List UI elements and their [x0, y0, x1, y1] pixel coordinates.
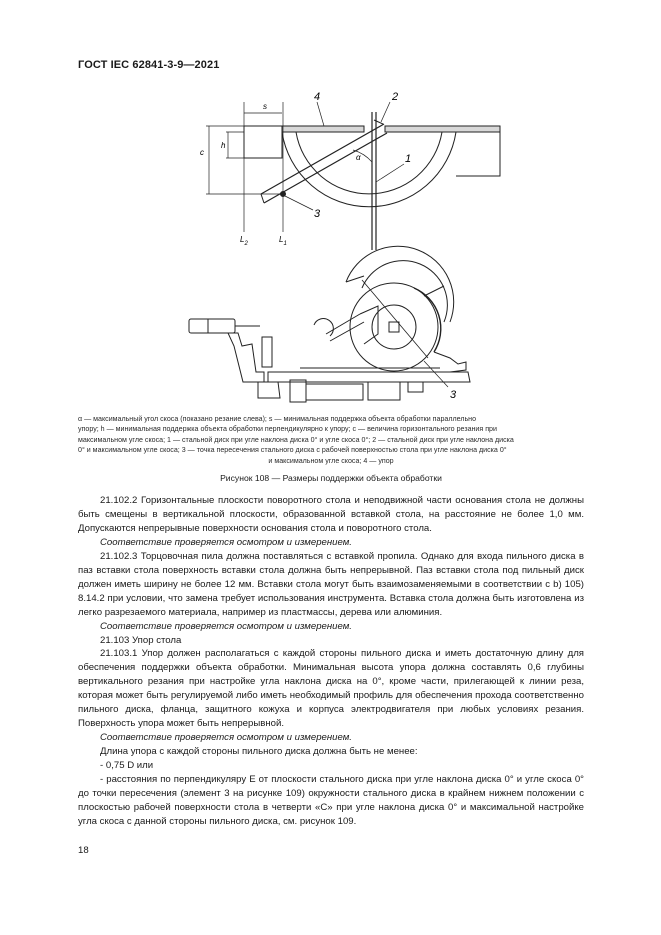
legend-line: упору; h — минимальная поддержка объекта обработки перпендикулярно к упору; c — величина горизонтального резания при [78, 425, 497, 434]
compliance-note: Соответствие проверяется осмотром и измерением. [100, 732, 352, 744]
right-table-block [456, 132, 500, 176]
section-heading: 21.103 Упор стола [100, 634, 182, 646]
left-table-block [244, 126, 282, 158]
document-header: ГОСТ IEC 62841-3-9—2021 [78, 59, 220, 71]
list-item: - 0,75 D или [100, 760, 154, 772]
paragraph: 21.102.3 Торцовочная пила должна поставляться с вставкой пропила. Однако для входа пильного диска в паз вставки стола поверхность вставки стола должна быть непрерывной. Паз вставки стола под пильный диск должен иметь ширину не более 12 мм. Вставки стола могут быть взаимозаменяемыми в соответствии с b) 105) 8.14.2 при условии, что замена требует использования инструмента. Вставка стола должна быть изготовлена из легко разрезаемого материала, например из пластмассы, дерева или алюминия. [78, 550, 584, 618]
label-L2: $L_2$ [240, 235, 248, 247]
label-4: 4 [314, 91, 321, 103]
figure-legend [78, 414, 584, 466]
blade-2-line [261, 124, 384, 194]
label-3-top: 3 [314, 208, 321, 220]
legend-line: α — максимальный угол скоса (показано резание слева); s — минимальная поддержка объекта обработки параллельно [78, 415, 477, 423]
paragraph: 21.103.1 Упор должен располагаться с каждой стороны пильного диска и иметь достаточную длину для обеспечения поддержки объекта обработки. Минимальная высота упора должна составлять 0,6 глубины вертикального резания при настройке угла наклона диска на 0°, кроме части, прилегающей к линии реза, которая может быть регулируемой либо иметь необходимый профиль для обеспечения прохода соответственно пильного диска, фланца, защитного кожуха и корпуса электродвигателя при любых условиях резания. Поверхность упора может быть непрерывной. [78, 648, 584, 730]
legend-line: максимальном угле скоса; 1 — стальной диск при угле наклона диска 0° и угле скоса 0°; 2 — стальной диск при угле наклона диска [78, 435, 514, 444]
clamp-handle [189, 319, 235, 333]
top-view-diagram [206, 102, 500, 250]
pivot-knob [314, 319, 333, 336]
clamp-body [228, 333, 264, 382]
figure-drawing [78, 82, 584, 412]
legend-line: и максимальном угле скоса; 4 — упор [268, 456, 394, 465]
label-3-bottom: 3 [450, 389, 457, 401]
body-text [78, 494, 584, 829]
compliance-note: Соответствие проверяется осмотром и измерением. [100, 536, 352, 548]
paragraph: 21.102.2 Горизонтальные плоскости поворотного стола и неподвижной части основания стола не должны быть смещены в вертикальной плоскости, образованной вставкой стола, на расстояние не более 1,0 мм. Допускаются непрерывные поверхности основания стола и поворотного стола. [78, 495, 584, 534]
legend-line: 0° и максимальном угле скоса; 3 — точка пересечения стального диска с рабочей поверхностью стола при угле наклона диска 0° [78, 446, 507, 455]
label-1: 1 [405, 153, 412, 165]
label-c: c [200, 148, 204, 157]
page-number: 18 [78, 845, 89, 856]
figure-title: Рисунок 108 — Размеры поддержки объекта обработки [220, 473, 442, 483]
saw-blade [350, 283, 438, 371]
label-s: s [263, 102, 267, 111]
list-item: - расстояния по перпендикуляру E от плоскости стального диска при угле наклона диска 0° и угле скоса 0° до точки пересечения (элемент 3 на рисунке 109) окружности стального диска в крайнем нижнем положении с плоскостью рабочей поверхности стола в четверти «C» при угле наклона диска 0° и максимальной настройке угла скоса с данной стороны пильного диска, см. рисунок 109. [78, 774, 584, 827]
saw-side-view [189, 246, 470, 402]
compliance-note: Соответствие проверяется осмотром и измерением. [100, 620, 352, 632]
label-2: 2 [392, 91, 399, 103]
figure-108 [78, 82, 584, 412]
fence-right [385, 126, 500, 132]
blade-arbor [389, 322, 399, 332]
paragraph: Длина упора с каждой стороны пильного диска должна быть не менее: [100, 746, 418, 758]
fence-left [282, 126, 364, 132]
label-alpha: α [356, 153, 361, 162]
blade-flange [372, 305, 416, 349]
label-h: h [221, 141, 226, 150]
label-L1: $L_1$ [279, 235, 287, 247]
